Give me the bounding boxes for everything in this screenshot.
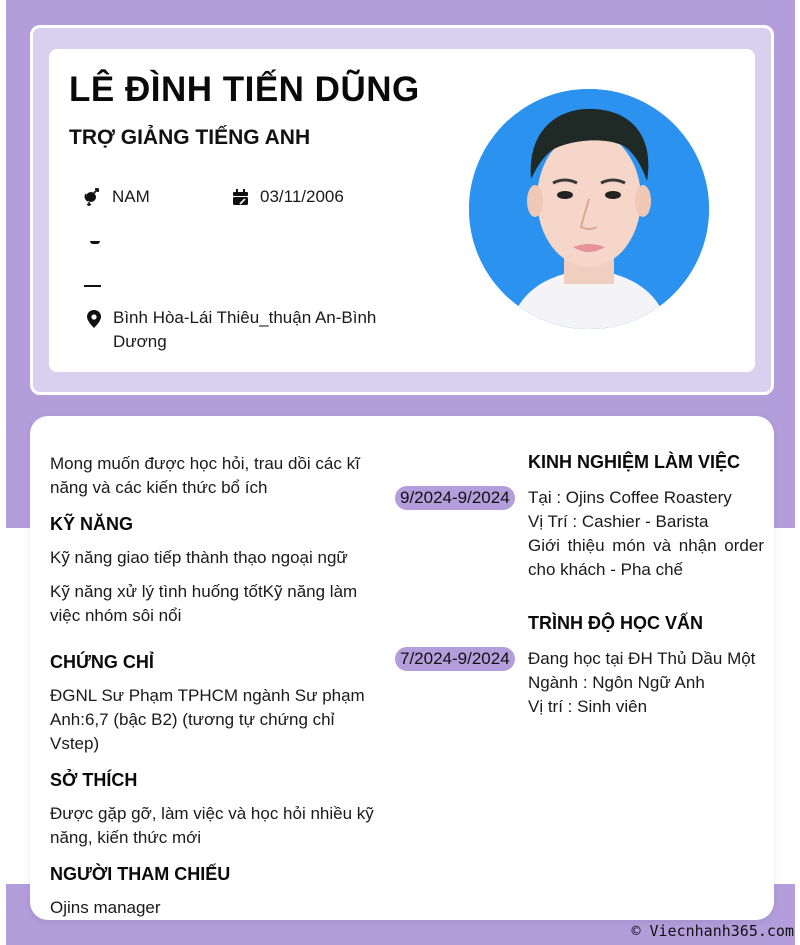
copyright-footer: © Viecnhanh365.com [631,922,794,940]
experience-entry [528,486,764,582]
experience-description: Giới thiệu món và nhận order cho khách - Pha chế [528,536,764,579]
experience-date-badge: 9/2024-9/2024 [395,486,515,510]
dob-value: 03/11/2006 [260,187,344,206]
experience-company: Tại : Ojins Coffee Roastery [528,488,732,507]
education-role: Vị trí : Sinh viên [528,697,648,716]
gender-value: NAM [112,187,150,206]
references-title: NGƯỜI THAM CHIẾU [50,864,231,884]
gender-info [82,187,150,207]
address-value: Bình Hòa-Lái Thiêu_thuận An-Bình Dương [113,308,377,351]
experience-title: KINH NGHIỆM LÀM VIỆC [528,452,741,472]
location-pin-icon [84,309,104,329]
skill-item: Kỹ năng giao tiếp thành thạo ngoại ngữ [50,548,348,567]
skill-item: Kỹ năng xử lý tình huống tốtKỹ năng làm việc nhóm sôi nổi [50,582,358,625]
references-text: Ojins manager [50,898,161,917]
education-major: Ngành : Ngôn Ngữ Anh [528,673,705,692]
education-entry [528,647,768,719]
education-school: Đang học tại ĐH Thủ Dầu Một [528,649,756,668]
job-title: TRỢ GIẢNG TIẾNG ANH [69,126,311,149]
hobbies-text: Được gặp gỡ, làm việc và học hỏi nhiều kỹ năng, kiến thức mới [50,804,374,847]
candidate-name: LÊ ĐÌNH TIẾN DŨNG [69,70,420,109]
gender-icon [82,187,102,207]
certificates-text: ĐGNL Sư Phạm TPHCM ngành Sư phạm Anh:6,7 (bậc B2) (tương tự chứng chỉ Vstep) [50,686,365,753]
calendar-icon [230,187,250,207]
phone-icon [90,241,100,244]
career-objective: Mong muốn được học hỏi, trau dồi các kĩ năng và các kiến thức bổ ích [50,454,360,497]
email-icon [84,285,101,287]
dob-info [230,187,344,207]
profile-photo [469,89,709,329]
skills-title: KỸ NĂNG [50,514,134,534]
education-date-badge: 7/2024-9/2024 [395,647,515,671]
education-title: TRÌNH ĐỘ HỌC VẤN [528,613,703,633]
address-info [84,306,384,354]
experience-position: Vị Trí : Cashier - Barista [528,512,709,531]
portrait-illustration [469,89,709,329]
hobbies-title: SỞ THÍCH [50,770,138,790]
certificates-title: CHỨNG CHỈ [50,652,154,672]
